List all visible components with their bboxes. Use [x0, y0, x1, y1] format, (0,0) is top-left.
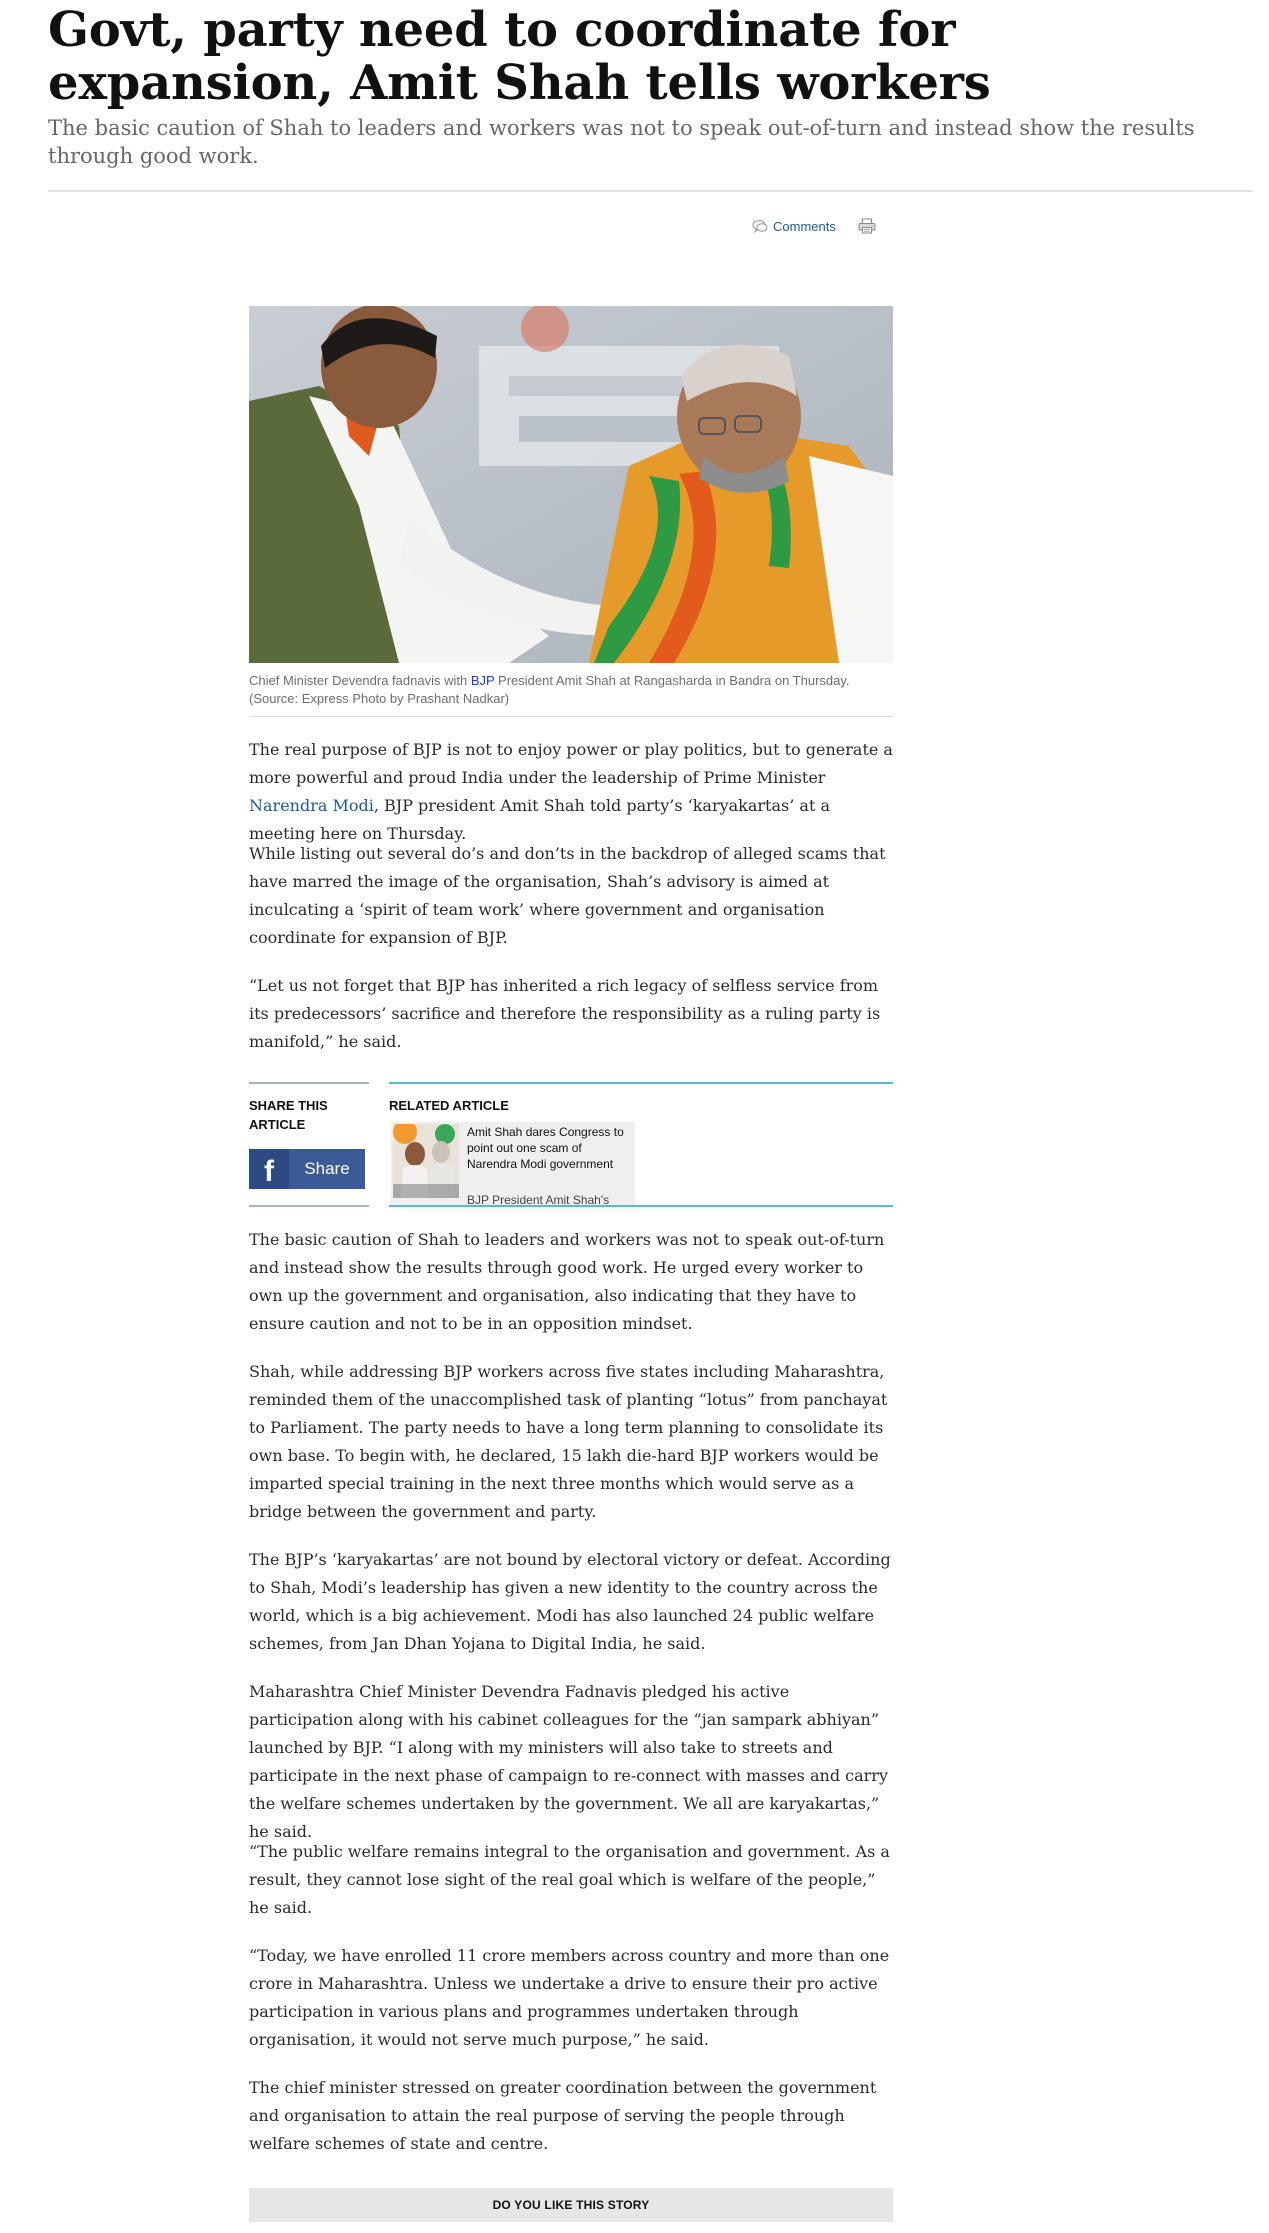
like-story-label: DO YOU LIKE THIS STORY	[492, 2198, 650, 2212]
paragraph-1-text-end: , BJP president Amit Shah told party’s ‘karyakartas’ at a meeting here on Thursday.	[249, 796, 830, 843]
header-divider	[48, 190, 1253, 192]
paragraph-1	[249, 736, 893, 848]
facebook-icon: f	[249, 1149, 289, 1189]
caption-text-end: President Amit Shah at Rangasharda in Bandra on Thursday. (Source: Express Photo by Prashant Nadkar)	[249, 673, 850, 706]
related-article-title: RELATED ARTICLE	[389, 1098, 509, 1113]
paragraph-7: Maharashtra Chief Minister Devendra Fadnavis pledged his active participation along with his cabinet colleagues for the “jan sampark abhiyan” launched by BJP. “I along with my ministers will also take to streets and participate in the next phase of campaign to re-connect with masses and carry the welfare schemes undertaken by the government. We all are karyakartas,” he said.	[249, 1682, 888, 1841]
comments-label: Comments	[773, 218, 836, 234]
caption-text-start: Chief Minister Devendra fadnavis with	[249, 673, 471, 688]
article-subheadline: The basic caution of Shah to leaders and workers was not to speak out-of-turn and instead show the results through good work.	[48, 116, 1195, 168]
related-article-box	[389, 1082, 893, 1207]
paragraph-5: Shah, while addressing BJP workers across five states including Maharashtra, reminded them of the unaccomplished task of planting “lotus” from panchayat to Parliament. The party needs to have a long term planning to consolidate its own base. To begin with, he declared, 15 lakh die-hard BJP workers would be imparted special training in the next three months which would serve as a bridge between the government and party.	[249, 1362, 888, 1521]
related-article-thumbnail	[393, 1124, 459, 1198]
paragraph-9: “Today, we have enrolled 11 crore members across country and more than one crore in Maharashtra. Unless we undertake a drive to ensure their pro active participation in various plans and programmes undertaken through organisation, it would not serve much purpose,” he said.	[249, 1946, 890, 2049]
paragraph-8: “The public welfare remains integral to the organisation and government. As a result, they cannot lose sight of the real goal which is welfare of the people,” he said.	[249, 1842, 890, 1917]
article-headline: Govt, party need to coordinate for expansion, Amit Shah tells workers	[48, 2, 991, 111]
paragraph-6: The BJP’s ‘karyakartas’ are not bound by electoral victory or defeat. According to Shah, Modi’s leadership has given a new identity to the country across the world, which is a big achievement. Modi has also launched 24 public welfare schemes, from Jan Dhan Yojana to Digital India, he said.	[249, 1550, 891, 1653]
comment-bubble-icon	[752, 219, 768, 233]
caption-bjp-link[interactable]: BJP	[470, 673, 495, 688]
photo-caption	[249, 672, 893, 708]
photo-fadnavis-amit-shah	[249, 306, 893, 663]
share-title: SHARE THIS ARTICLE	[249, 1098, 328, 1132]
paragraph-10: The chief minister stressed on greater coordination between the government and organisation to attain the real purpose of serving the people through welfare schemes of state and centre.	[249, 2078, 877, 2153]
paragraph-4: The basic caution of Shah to leaders and workers was not to speak out-of-turn and instead show the results through good work. He urged every worker to own up the government and organisation, also indicating that they have to ensure caution and not to be in an opposition mindset.	[249, 1230, 885, 1333]
paragraph-3: “Let us not forget that BJP has inherited a rich legacy of selfless service from its predecessors’ sacrifice and therefore the responsibility as a ruling party is manifold,” he said.	[249, 976, 881, 1051]
comments-link[interactable]	[752, 216, 836, 236]
paragraph-1-text-start: The real purpose of BJP is not to enjoy power or play politics, but to generate a more powerful and proud India under the leadership of Prime Minister	[249, 740, 893, 787]
share-article-box	[249, 1082, 369, 1207]
paragraph-2: While listing out several do’s and don’ts in the backdrop of alleged scams that have marred the image of the organisation, Shah’s advisory is aimed at inculcating a ‘spirit of team work’ where government and organisation coordinate for expansion of BJP.	[249, 844, 886, 947]
lead-photo	[249, 306, 893, 663]
facebook-share-button[interactable]	[249, 1149, 365, 1189]
related-thumbnail-image	[393, 1124, 459, 1198]
print-icon[interactable]	[858, 218, 876, 234]
narendra-modi-link[interactable]: Narendra Modi	[249, 796, 374, 815]
caption-divider	[249, 716, 893, 717]
related-article-card[interactable]	[391, 1122, 635, 1207]
related-article-headline: Amit Shah dares Congress to point out one scam of Narendra Modi government	[467, 1125, 624, 1171]
facebook-share-label: Share	[304, 1159, 350, 1178]
related-article-snippet: BJP President Amit Shah's	[467, 1193, 610, 1207]
like-story-bar[interactable]	[249, 2188, 893, 2222]
